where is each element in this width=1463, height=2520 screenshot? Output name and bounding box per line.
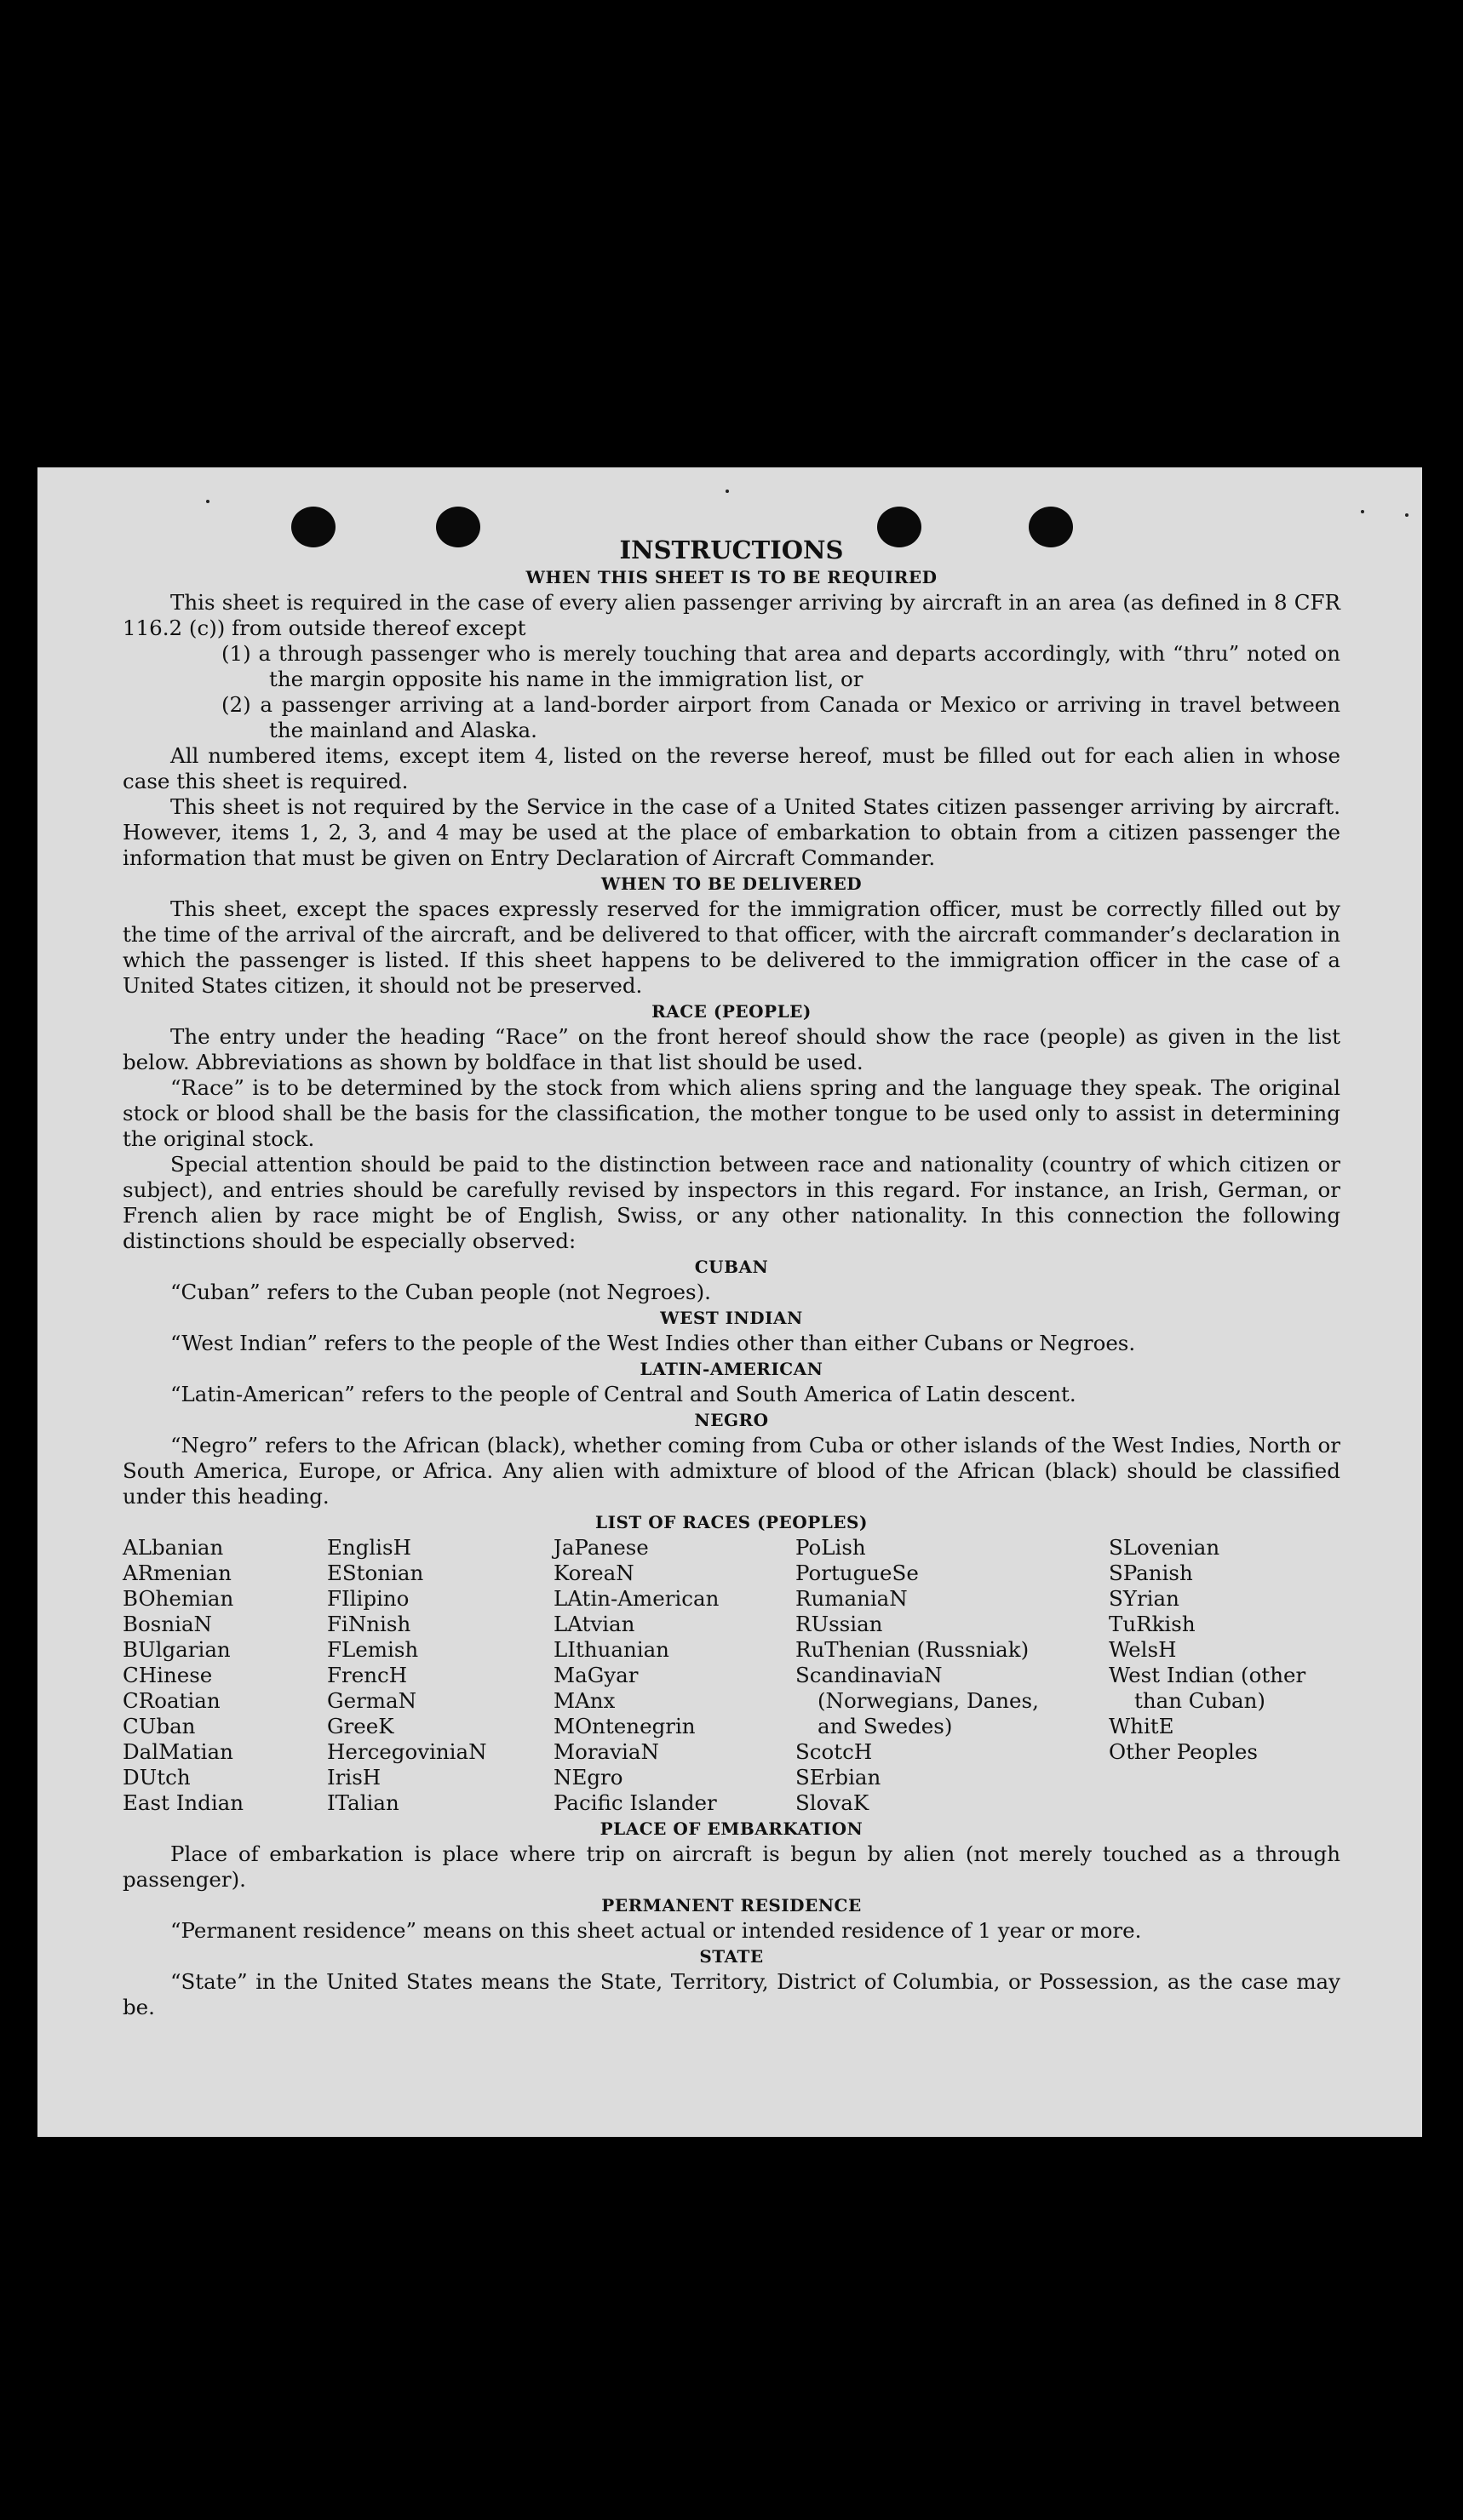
- race-item: MaGyar: [554, 1663, 639, 1687]
- section-heading: PERMANENT RESIDENCE: [601, 1895, 862, 1916]
- race-item: LAtvian: [554, 1612, 635, 1636]
- races-list: [123, 1535, 1340, 1816]
- race-item: BOhemian: [123, 1586, 234, 1611]
- race-item: MOntenegrin: [554, 1714, 696, 1738]
- race-item: ScotcH: [795, 1739, 873, 1764]
- race-item: PortugueSe: [795, 1561, 919, 1585]
- race-item: PoLish: [795, 1535, 866, 1560]
- race-item: JaPanese: [554, 1535, 649, 1560]
- race-item: FLemish: [327, 1637, 419, 1662]
- section-heading: LATIN-AMERICAN: [640, 1359, 823, 1379]
- races-column: [795, 1535, 1109, 1816]
- race-item: SLovenian: [1109, 1535, 1220, 1560]
- section-heading: WHEN THIS SHEET IS TO BE REQUIRED: [525, 567, 938, 587]
- race-item: ALbanian: [123, 1535, 224, 1560]
- paragraph: This sheet, except the spaces expressly reserved for the immigration officer, must be correctly filled out by the time of the arrival of the aircraft, and be delivered to that officer, with the aircraft commander’s declaration in which the passenger is listed. If this sheet happens to be delivered to the immigration officer in the case of a United States citizen, it should not be preserved.: [123, 896, 1340, 998]
- paragraph: Special attention should be paid to the distinction between race and nationality (country of which citizen or subject), and entries should be carefully revised by inspectors in this regard. For instance, an Irish, German, or French alien by race might be of English, Swiss, or any other nationality. In this connection the following distinctions should be especially observed:: [123, 1152, 1340, 1253]
- race-item: SPanish: [1109, 1561, 1193, 1585]
- race-item: WhitE: [1109, 1714, 1174, 1738]
- paragraph: “Latin-American” refers to the people of Central and South America of Latin descent.: [170, 1382, 1076, 1406]
- race-item: DalMatian: [123, 1739, 233, 1764]
- races-column: [123, 1535, 327, 1816]
- race-item: ITalian: [327, 1790, 399, 1815]
- race-item: KoreaN: [554, 1561, 634, 1585]
- race-item: TuRkish: [1109, 1612, 1196, 1636]
- race-item: West Indian (other than Cuban): [1109, 1663, 1306, 1713]
- section-heading: CUBAN: [694, 1257, 769, 1277]
- race-item: LIthuanian: [554, 1637, 669, 1662]
- race-item: WelsH: [1109, 1637, 1177, 1662]
- speck: [726, 490, 729, 493]
- race-item: SlovaK: [795, 1790, 869, 1815]
- paragraph: “State” in the United States means the State, Territory, District of Columbia, or Possession, as the case may be.: [123, 1969, 1340, 2019]
- speck: [1361, 510, 1364, 513]
- list-item: (1) a through passenger who is merely touching that area and departs accordingly, with “thru” noted on the margin opposite his name in the immigration list, or: [221, 641, 1340, 691]
- paragraph: “West Indian” refers to the people of the West Indies other than either Cubans or Negroes.: [170, 1331, 1136, 1355]
- race-item: SYrian: [1109, 1586, 1179, 1611]
- races-column: [1109, 1535, 1340, 1816]
- race-item: SErbian: [795, 1765, 881, 1790]
- race-item: East Indian: [123, 1790, 244, 1815]
- races-column: [554, 1535, 795, 1816]
- race-item: IrisH: [327, 1765, 382, 1790]
- race-item: EStonian: [327, 1561, 424, 1585]
- paragraph: Place of embarkation is place where trip on aircraft is begun by alien (not merely touched as a through passenger).: [123, 1841, 1340, 1892]
- paragraph: “Permanent residence” means on this sheet actual or intended residence of 1 year or more.: [170, 1918, 1142, 1943]
- paragraph: “Cuban” refers to the Cuban people (not Negroes).: [170, 1280, 711, 1304]
- race-item: LAtin-American: [554, 1586, 720, 1611]
- list-item: (2) a passenger arriving at a land-border airport from Canada or Mexico or arriving in travel between the mainland and Alaska.: [221, 692, 1340, 742]
- race-item: GreeK: [327, 1714, 394, 1738]
- race-item: HercegoviniaN: [327, 1739, 487, 1764]
- page-title: INSTRUCTIONS: [619, 536, 844, 564]
- paragraph: The entry under the heading “Race” on the front hereof should show the race (people) as given in the list below. Abbreviations as shown by boldface in that list should be used.: [123, 1024, 1340, 1074]
- race-item: MAnx: [554, 1688, 616, 1713]
- document-sheet: [37, 467, 1422, 2137]
- paragraph: This sheet is required in the case of every alien passenger arriving by aircraft in an area (as defined in 8 CFR 116.2 (c)) from outside thereof except: [123, 590, 1340, 640]
- speck: [206, 500, 209, 503]
- race-item: MoraviaN: [554, 1739, 659, 1764]
- race-item: RuThenian (Russniak): [795, 1637, 1030, 1662]
- instructions-text: [123, 536, 1340, 2020]
- paragraph: This sheet is not required by the Service in the case of a United States citizen passenger arriving by aircraft. However, items 1, 2, 3, and 4 may be used at the place of embarkation to obtain from a citizen passenger the information that must be given on Entry Declaration of Aircraft Commander.: [123, 794, 1340, 870]
- section-heading: RACE (PEOPLE): [651, 1001, 812, 1022]
- race-item: FiNnish: [327, 1612, 411, 1636]
- section-heading: WEST INDIAN: [660, 1308, 803, 1328]
- race-item: ScandinaviaN (Norwegians, Danes, and Swedes): [795, 1663, 1039, 1738]
- race-item: NEgro: [554, 1765, 623, 1790]
- race-item: EnglisH: [327, 1535, 411, 1560]
- paragraph: “Race” is to be determined by the stock from which aliens spring and the language they speak. The original stock or blood shall be the basis for the classification, the mother tongue to be used only to assist in determining the original stock.: [123, 1075, 1340, 1151]
- race-item: GermaN: [327, 1688, 417, 1713]
- speck: [1405, 513, 1408, 517]
- race-item: BUlgarian: [123, 1637, 231, 1662]
- race-item: ARmenian: [123, 1561, 232, 1585]
- race-item: CHinese: [123, 1663, 213, 1687]
- section-heading: STATE: [699, 1946, 764, 1967]
- section-heading: PLACE OF EMBARKATION: [600, 1818, 863, 1839]
- race-item: Other Peoples: [1109, 1739, 1258, 1764]
- race-item: CUban: [123, 1714, 196, 1738]
- race-item: Pacific Islander: [554, 1790, 717, 1815]
- section-heading: WHEN TO BE DELIVERED: [600, 873, 863, 894]
- section-heading: NEGRO: [694, 1410, 769, 1430]
- race-item: FIlipino: [327, 1586, 410, 1611]
- section-heading: LIST OF RACES (PEOPLES): [595, 1512, 868, 1532]
- paragraph: All numbered items, except item 4, listed on the reverse hereof, must be filled out for each alien in whose case this sheet is required.: [123, 743, 1340, 793]
- race-item: BosniaN: [123, 1612, 212, 1636]
- race-item: FrencH: [327, 1663, 408, 1687]
- race-item: DUtch: [123, 1765, 191, 1790]
- paragraph: “Negro” refers to the African (black), whether coming from Cuba or other islands of the West Indies, North or South America, Europe, or Africa. Any alien with admixture of blood of the African (black) should be classified under this heading.: [123, 1433, 1340, 1509]
- race-item: RUssian: [795, 1612, 883, 1636]
- race-item: CRoatian: [123, 1688, 221, 1713]
- races-column: [327, 1535, 554, 1816]
- race-item: RumaniaN: [795, 1586, 908, 1611]
